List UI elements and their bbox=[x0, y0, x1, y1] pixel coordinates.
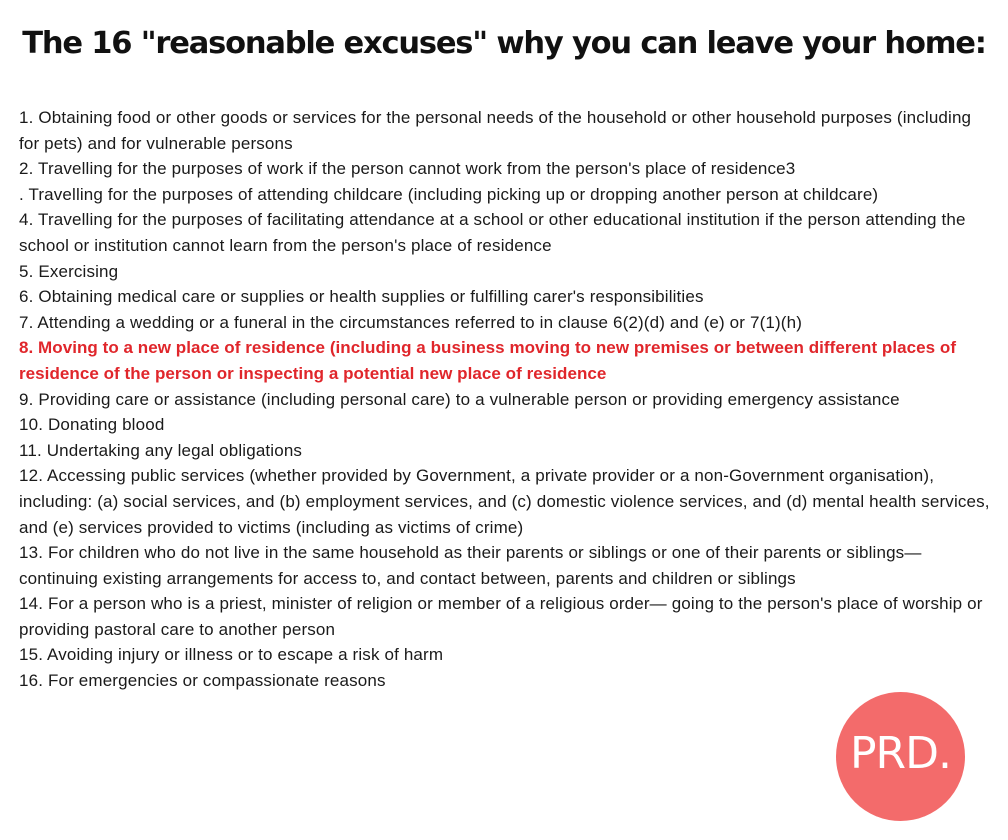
logo-text: PRD. bbox=[850, 728, 951, 779]
list-item: 10. Donating blood bbox=[19, 415, 165, 435]
list-item: 11. Undertaking any legal obligations bbox=[19, 440, 303, 460]
list-item: 15. Avoiding injury or illness or to escape a risk of harm bbox=[19, 645, 444, 665]
page-title: The 16 "reasonable excuses" why you can leave your home: bbox=[22, 26, 986, 61]
highlighted-list-item: 8. Moving to a new place of residence (including a business moving to new premises or between different places of residence of the person or inspecting a potential new place of residence bbox=[19, 338, 957, 383]
list-item: 2. Travelling for the purposes of work if the person cannot work from the person's place of residence3 bbox=[19, 159, 796, 179]
list-item: 5. Exercising bbox=[19, 261, 119, 281]
list-item: 14. For a person who is a priest, minister of religion or member of a religious order— going to the person's place of worship or providing pastoral care to another person bbox=[19, 594, 983, 639]
list-item: 1. Obtaining food or other goods or services for the personal needs of the household or other household purposes (including for pets) and for vulnerable persons bbox=[19, 108, 972, 153]
list-item: 4. Travelling for the purposes of facilitating attendance at a school or other educational institution if the person attending the school or institution cannot learn from the person's place of residence bbox=[19, 210, 966, 255]
list-item: 7. Attending a wedding or a funeral in the circumstances referred to in clause 6(2)(d) and (e) or 7(1)(h) bbox=[19, 312, 803, 332]
list-item: 12. Accessing public services (whether provided by Government, a private provider or a non-Government organisation), including: (a) social services, and (b) employment services, and (c) domestic violence services, and (d) mental health services, and (e) services provided to victims (including as victims of crime) bbox=[19, 466, 990, 537]
prd-logo bbox=[836, 692, 965, 821]
list-item: 9. Providing care or assistance (including personal care) to a vulnerable person or providing emergency assistance bbox=[19, 389, 900, 409]
list-item: 16. For emergencies or compassionate reasons bbox=[19, 671, 386, 691]
list-item: 6. Obtaining medical care or supplies or health supplies or fulfilling carer's responsibilities bbox=[19, 287, 704, 307]
excuses-list bbox=[19, 105, 994, 694]
list-item: . Travelling for the purposes of attending childcare (including picking up or dropping another person at childcare) bbox=[19, 184, 879, 204]
list-item: 13. For children who do not live in the same household as their parents or siblings or one of their parents or siblings—continuing existing arrangements for access to, and contact between, parents and children or siblings bbox=[19, 543, 922, 588]
